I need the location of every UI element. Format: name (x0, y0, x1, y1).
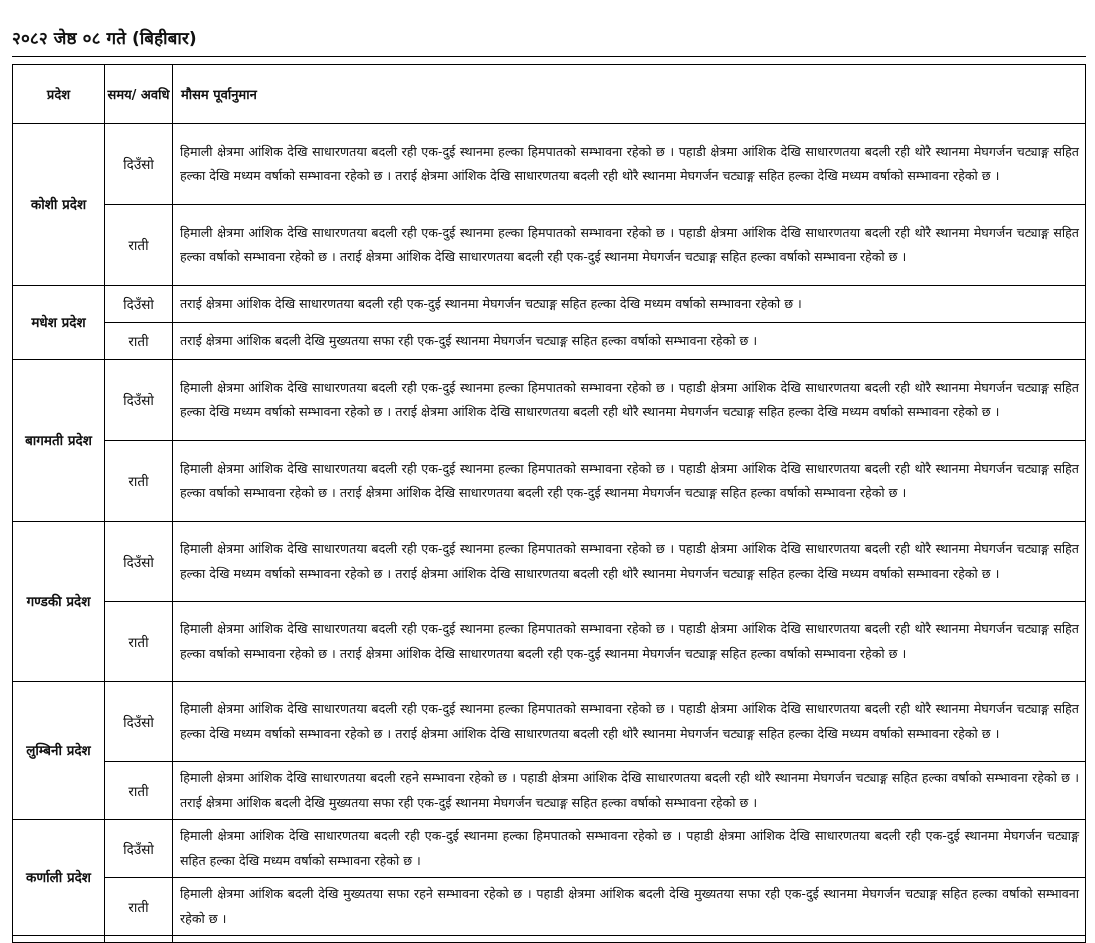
period-label: राती (105, 323, 173, 360)
forecast-text: हिमाली क्षेत्रमा आंशिक देखि साधारणतया बदली रही एक-दुई स्थानमा हल्का हिमपातको सम्भावना रहेको छ । पहाडी क्षेत्रमा आंशिक देखि साधारणतया बदली रही थोरै स्थानमा मेघगर्जन चट्याङ्ग सहित हल्का वर्षाको सम्भावना रहेको छ । तराई क्षेत्रमा आंशिक देखि साधारणतया बदली रही एक-दुई स्थानमा मेघगर्जन चट्याङ्ग सहित हल्का वर्षाको सम्भावना रहेको छ । (173, 205, 1086, 286)
period-label: राती (105, 205, 173, 286)
period-label: राती (105, 602, 173, 682)
province-name: कर्णाली प्रदेश (13, 820, 105, 936)
table-row (13, 323, 1086, 360)
period-label: राती (105, 762, 173, 820)
forecast-text: तराई क्षेत्रमा आंशिक बदली देखि मुख्यतया सफा रही एक-दुई स्थानमा मेघगर्जन चट्याङ्ग सहित हल्का वर्षाको सम्भावना रहेको छ । (173, 323, 1086, 360)
period-label: दिउँसो (105, 360, 173, 441)
period-label: दिउँसो (105, 820, 173, 878)
forecast-text: हिमाली क्षेत्रमा आंशिक देखि साधारणतया बदली रही एक-दुई स्थानमा हल्का हिमपातको सम्भावना रहेको छ । पहाडी क्षेत्रमा आंशिक देखि साधारणतया बदली रही थोरै स्थानमा मेघगर्जन चट्याङ्ग सहित हल्का देखि मध्यम वर्षाको सम्भावना रहेको छ । तराई क्षेत्रमा आंशिक देखि साधारणतया बदली रही थोरै स्थानमा मेघगर्जन चट्याङ्ग सहित हल्का देखि मध्यम वर्षाको सम्भावना रहेको छ । (173, 522, 1086, 602)
table-row (13, 762, 1086, 820)
table-row (13, 205, 1086, 286)
forecast-text: हिमाली क्षेत्रमा आंशिक देखि साधारणतया बदली रही एक-दुई स्थानमा हल्का हिमपातको सम्भावना रहेको छ । पहाडी क्षेत्रमा आंशिक देखि साधारणतया बदली रही थोरै स्थानमा मेघगर्जन चट्याङ्ग सहित हल्का वर्षाको सम्भावना रहेको छ । तराई क्षेत्रमा आंशिक देखि साधारणतया बदली रही एक-दुई स्थानमा मेघगर्जन चट्याङ्ग सहित हल्का वर्षाको सम्भावना रहेको छ । (173, 441, 1086, 522)
table-row (13, 878, 1086, 936)
forecast-table (12, 64, 1086, 943)
forecast-text: हिमाली क्षेत्रमा आंशिक देखि साधारणतया बदली रहने सम्भावना रहेको छ । पहाडी क्षेत्रमा आंशिक देखि साधारणतया बदली रही थोरै स्थानमा मेघगर्जन चट्याङ्ग सहित हल्का वर्षाको सम्भावना रहेको छ । तराई क्षेत्रमा आंशिक बदली देखि मुख्यतया सफा रही एक-दुई स्थानमा मेघगर्जन चट्याङ्ग सहित हल्का वर्षाको सम्भावना रहेको छ । (173, 762, 1086, 820)
forecast-text: तराई क्षेत्रमा आंशिक देखि साधारणतया बदली रही एक-दुई स्थानमा मेघगर्जन चट्याङ्ग सहित हल्का देखि मध्यम वर्षाको सम्भावना रहेको छ । (173, 286, 1086, 323)
table-row (13, 124, 1086, 205)
table-row (13, 682, 1086, 762)
province-name: बागमती प्रदेश (13, 360, 105, 522)
table-row (13, 441, 1086, 522)
table-row (13, 602, 1086, 682)
province-name: मधेश प्रदेश (13, 286, 105, 360)
period-label: दिउँसो (105, 286, 173, 323)
heading-divider (12, 56, 1086, 57)
forecast-text: हिमाली क्षेत्रमा आंशिक देखि साधारणतया बदली रही एक-दुई स्थानमा हल्का हिमपातको सम्भावना रहेको छ । पहाडी क्षेत्रमा आंशिक देखि साधारणतया बदली रही थोरै स्थानमा मेघगर्जन चट्याङ्ग सहित हल्का वर्षाको सम्भावना रहेको छ । तराई क्षेत्रमा आंशिक देखि साधारणतया बदली रही एक-दुई स्थानमा मेघगर्जन चट्याङ्ग सहित हल्का वर्षाको सम्भावना रहेको छ । (173, 602, 1086, 682)
forecast-text: हिमाली क्षेत्रमा आंशिक देखि साधारणतया बदली रही एक-दुई स्थानमा हल्का हिमपातको सम्भावना रहेको छ । पहाडी क्षेत्रमा आंशिक देखि साधारणतया बदली रही थोरै स्थानमा मेघगर्जन चट्याङ्ग सहित हल्का देखि मध्यम वर्षाको सम्भावना रहेको छ । तराई क्षेत्रमा आंशिक देखि साधारणतया बदली रही थोरै स्थानमा मेघगर्जन चट्याङ्ग सहित हल्का देखि मध्यम वर्षाको सम्भावना रहेको छ । (173, 682, 1086, 762)
province-name: गण्डकी प्रदेश (13, 522, 105, 682)
forecast-text: हिमाली क्षेत्रमा आंशिक देखि साधारणतया बदली रही एक-दुई स्थानमा हल्का हिमपातको सम्भावना रहेको छ । पहाडी क्षेत्रमा आंशिक देखि साधारणतया बदली रही एक-दुई स्थानमा मेघगर्जन चट्याङ्ग सहित हल्का देखि मध्यम वर्षाको सम्भावना रहेको छ । (173, 820, 1086, 878)
period-label: दिउँसो (105, 124, 173, 205)
forecast-text: हिमाली क्षेत्रमा आंशिक बदली देखि मुख्यतया सफा रहने सम्भावना रहेको छ । पहाडी क्षेत्रमा आंशिक बदली देखि मुख्यतया सफा रही एक-दुई स्थानमा मेघगर्जन चट्याङ्ग सहित हल्का वर्षाको सम्भावना रहेको छ । (173, 878, 1086, 936)
header-province: प्रदेश (13, 65, 105, 124)
table-row (13, 522, 1086, 602)
province-name: कोशी प्रदेश (13, 124, 105, 286)
forecast-text: हिमाली क्षेत्रमा आंशिक देखि साधारणतया बदली रही एक-दुई स्थानमा हल्का हिमपातको सम्भावना रहेको छ । पहाडी क्षेत्रमा आंशिक देखि साधारणतया बदली रही थोरै स्थानमा मेघगर्जन चट्याङ्ग सहित हल्का देखि मध्यम वर्षाको सम्भावना रहेको छ । तराई क्षेत्रमा आंशिक देखि साधारणतया बदली रही थोरै स्थानमा मेघगर्जन चट्याङ्ग सहित हल्का देखि मध्यम वर्षाको सम्भावना रहेको छ । (173, 124, 1086, 205)
header-time: समय/ अवधि (105, 65, 173, 124)
period-label: दिउँसो (105, 682, 173, 762)
period-label: राती (105, 441, 173, 522)
period-label: राती (105, 878, 173, 936)
table-row (13, 286, 1086, 323)
table-header-row (13, 65, 1086, 124)
period-label: दिउँसो (105, 522, 173, 602)
forecast-text: हिमाली क्षेत्रमा आंशिक देखि साधारणतया बदली रही एक-दुई स्थानमा हल्का हिमपातको सम्भावना रहेको छ । पहाडी क्षेत्रमा आंशिक देखि साधारणतया बदली रही थोरै स्थानमा मेघगर्जन चट्याङ्ग सहित हल्का देखि मध्यम वर्षाको सम्भावना रहेको छ । तराई क्षेत्रमा आंशिक देखि साधारणतया बदली रही थोरै स्थानमा मेघगर्जन चट्याङ्ग सहित हल्का देखि मध्यम वर्षाको सम्भावना रहेको छ । (173, 360, 1086, 441)
table-row (13, 820, 1086, 878)
header-forecast: मौसम पूर्वानुमान (173, 65, 1086, 124)
date-heading: २०८२ जेष्ठ ०८ गते (बिहीबार) (12, 29, 197, 49)
province-name: लुम्बिनी प्रदेश (13, 682, 105, 820)
table-row (13, 360, 1086, 441)
